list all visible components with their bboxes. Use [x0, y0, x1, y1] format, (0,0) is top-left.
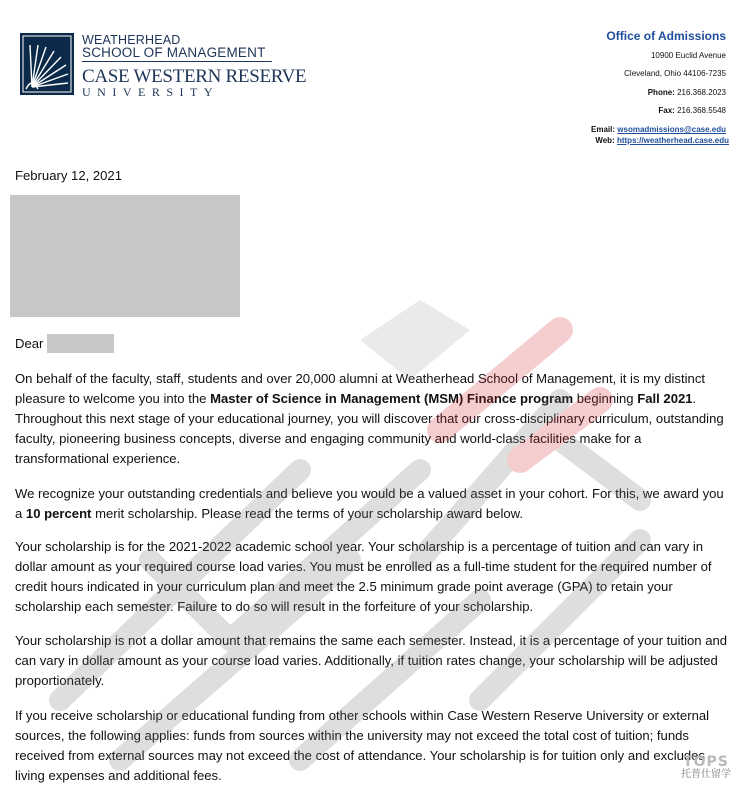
paragraph-percentage: Your scholarship is not a dollar amount that remains the same each semester. Instead, it is a percentage of your tuition and can vary in dollar amount as your course load varies. Additionally, if tuition rates change, your scholarship will be adjusted proportionately. — [15, 633, 728, 688]
office-street: 10900 Euclid Avenue — [650, 51, 726, 60]
office-fax — [658, 106, 726, 115]
fax-label: Fax: — [658, 106, 675, 115]
letter-date: February 12, 2021 — [15, 168, 123, 183]
logo-wordmark-university: UNIVERSITY — [82, 85, 219, 99]
office-phone — [648, 88, 726, 97]
redacted-address-block — [10, 195, 240, 317]
logo-divider — [82, 61, 272, 62]
office-title: Office of Admissions — [606, 29, 726, 43]
watermark-brand-logo: TOPS — [683, 754, 729, 770]
logo-wordmark-school: SCHOOL OF MANAGEMENT — [82, 45, 266, 60]
watermark-brand — [676, 755, 736, 781]
paragraph-terms: Your scholarship is for the 2021-2022 academic school year. Your scholarship is a percentage of tuition and can vary in dollar amount as your required course load varies. You must be enrolled as a full-time student for the required number of credit hours indicated in your curriculum plan and meet the 2.5 minimum grade point average (GPA) to retain your scholarship each semester. Failure to do so will result in the forfeiture of your scholarship. — [15, 539, 712, 614]
office-city: Cleveland, Ohio 44106-7235 — [624, 69, 726, 78]
web-label: Web: — [595, 136, 615, 145]
fax-value: 216.368.5548 — [677, 106, 726, 115]
web-link[interactable]: https://weatherhead.case.edu — [616, 136, 729, 145]
program-name: Master of Science in Management (MSM) Finance program — [210, 391, 574, 406]
phone-label: Phone: — [647, 88, 675, 97]
logo-wordmark-cwru: CASE WESTERN RESERVE — [82, 66, 307, 87]
phone-value: 216.368.2023 — [677, 88, 726, 97]
logo-wordmark-weatherhead: WEATHERHEAD — [82, 33, 181, 47]
office-web — [595, 136, 729, 145]
email-link[interactable]: wsomadmissions@case.edu — [617, 125, 726, 134]
office-email — [591, 125, 726, 134]
redacted-recipient-name — [47, 334, 114, 353]
watermark-brand-text: 托普仕留学 — [681, 769, 731, 780]
paragraph-welcome: On behalf of the faculty, staff, students and over 20,000 alumni at Weatherhead School of Management, it is my distinct pleasure to welcome you into the Master of Science in Management (MSM) Finance program beginning Fall 2021. Throughout this next stage of your educational journey, you will discover that our cross-disciplinary curriculum, outstanding faculty, pioneering business concepts, diverse and engaging community and world-class facilities make for a transformational experience. — [15, 371, 724, 466]
school-logo-emblem — [20, 33, 74, 95]
salutation: Dear — [15, 336, 44, 351]
paragraph-other-funding: If you receive scholarship or educational funding from other schools within Case Western Reserve University or external sources, the following applies: funds from sources within the university may not exceed the total cost of tuition; funds received from external sources may not exceed the cost of attendance. Your scholarship is for tuition only and excludes living expenses and additional fees. — [15, 708, 710, 783]
email-label: Email: — [591, 125, 616, 134]
scholarship-percent: 10 percent — [25, 506, 92, 521]
paragraph-award: We recognize your outstanding credentials and believe you would be a valued asset in your cohort. For this, we award you a 10 percent merit scholarship. Please read the terms of your scholarship award below. — [15, 486, 724, 521]
start-term: Fall 2021 — [637, 391, 693, 406]
